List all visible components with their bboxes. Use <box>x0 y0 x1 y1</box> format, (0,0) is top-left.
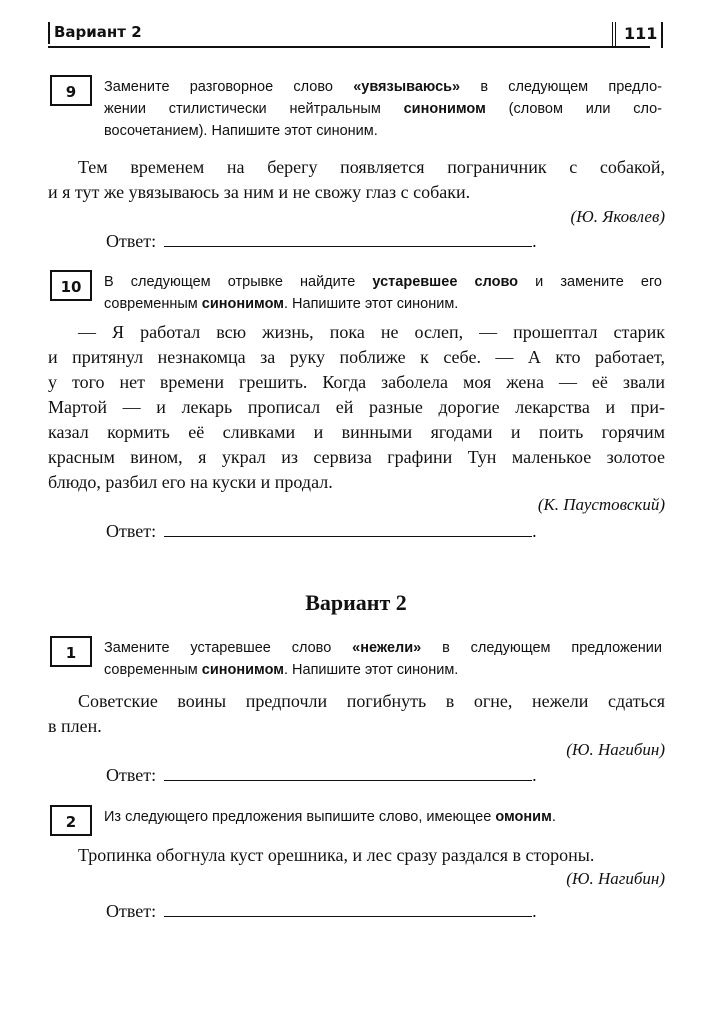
passage-line: и я тут же увязываюсь за ним и не свожу глаз с собаки. <box>48 182 471 202</box>
instruction-emphasis: «увязываюсь» <box>353 79 461 95</box>
instruction-text: В следующем отрывке найдите <box>104 274 373 290</box>
instruction-line <box>104 76 662 98</box>
instruction-line <box>104 98 662 120</box>
instruction-text: . Напишите этот синоним. <box>283 662 459 678</box>
task-instruction <box>104 806 662 828</box>
task-instruction <box>104 76 662 142</box>
instruction-text: Из следующего предложения выпишите слово, имеющее <box>104 809 496 825</box>
answer-field[interactable] <box>164 522 532 537</box>
instruction-text: и замените его <box>518 274 662 290</box>
passage-line: и притянул незнакомца за руку поближе к себе. — А кто работает, <box>48 347 665 367</box>
passage-line: Советские воины предпочли погибнуть в огне, нежели сдаться <box>78 691 665 711</box>
passage-line: в плен. <box>48 716 102 736</box>
instruction-text: жении стилистически нейтральным <box>104 101 404 117</box>
answer-row: Ответ: . <box>106 521 537 541</box>
header-section-title: Вариант 2 <box>48 22 142 44</box>
instruction-emphasis: омоним <box>495 809 552 825</box>
instruction-emphasis: синонимом <box>403 101 486 117</box>
instruction-text: (словом или сло- <box>485 101 663 117</box>
task-passage <box>48 689 665 739</box>
instruction-emphasis: устаревшее слово <box>372 274 519 290</box>
instruction-line <box>104 806 662 828</box>
instruction-line <box>104 659 662 681</box>
passage-line: красным вином, я украл из сервиза графини Тун маленькое золотое <box>48 447 665 467</box>
task-instruction <box>104 637 662 681</box>
instruction-text: в следующем предложении <box>421 640 662 656</box>
passage-line: Мартой — и лекарь прописал ей разные дорогие лекарства и при- <box>48 397 665 417</box>
answer-row: Ответ: . <box>106 765 537 785</box>
instruction-text: восочетанием). Напишите этот синоним. <box>104 123 378 139</box>
instruction-text: в следующем предло- <box>460 79 662 95</box>
passage-author: (Ю. Нагибин) <box>566 740 665 759</box>
instruction-emphasis: синонимом <box>201 296 284 312</box>
passage-line: Тем временем на берегу появляется пограничник с собакой, <box>78 157 665 177</box>
answer-field[interactable] <box>164 766 532 781</box>
answer-label: Ответ: <box>106 901 157 921</box>
answer-label: Ответ: <box>106 765 157 785</box>
task-passage <box>48 843 665 868</box>
instruction-emphasis: синонимом <box>201 662 284 678</box>
passage-author: (К. Паустовский) <box>537 495 665 514</box>
passage-line: казал кормить её сливками и винными ягодами и поить горячим <box>48 422 665 442</box>
task-passage <box>48 320 665 495</box>
answer-field[interactable] <box>164 902 532 917</box>
passage-line: Тропинка обогнула куст орешника, и лес сразу раздался в стороны. <box>78 845 595 865</box>
instruction-text: современным <box>104 662 202 678</box>
instruction-line <box>104 637 662 659</box>
answer-label: Ответ: <box>106 231 157 251</box>
task-number-box: 10 <box>50 270 92 301</box>
answer-label: Ответ: <box>106 521 157 541</box>
answer-row: Ответ: . <box>106 231 537 251</box>
task-passage <box>48 155 665 205</box>
passage-line: — Я работал всю жизнь, пока не ослеп, — прошептал старик <box>78 322 665 342</box>
instruction-text: современным <box>104 296 202 312</box>
task-instruction <box>104 271 662 315</box>
instruction-line <box>104 293 662 315</box>
instruction-text: . <box>551 809 556 825</box>
header-rule <box>48 46 650 48</box>
instruction-emphasis: «нежели» <box>352 640 422 656</box>
passage-author: (Ю. Нагибин) <box>566 869 665 888</box>
passage-line: блюдо, разбил его на куски и продал. <box>48 472 333 492</box>
instruction-text: . Напишите этот синоним. <box>283 296 459 312</box>
answer-field[interactable] <box>164 232 532 247</box>
instruction-text: Замените устаревшее слово <box>104 640 353 656</box>
task-number-box: 2 <box>50 805 92 836</box>
page-number: 111 <box>612 22 663 48</box>
passage-line: у того нет времени грешить. Когда заболела моя жена — её звали <box>48 372 665 392</box>
answer-row: Ответ: . <box>106 901 537 921</box>
variant-heading: Вариант 2 <box>305 590 407 615</box>
instruction-line <box>104 271 662 293</box>
task-number-box: 9 <box>50 75 92 106</box>
instruction-line <box>104 120 662 142</box>
instruction-text: Замените разговорное слово <box>104 79 354 95</box>
passage-author: (Ю. Яковлев) <box>570 207 665 226</box>
task-number-box: 1 <box>50 636 92 667</box>
